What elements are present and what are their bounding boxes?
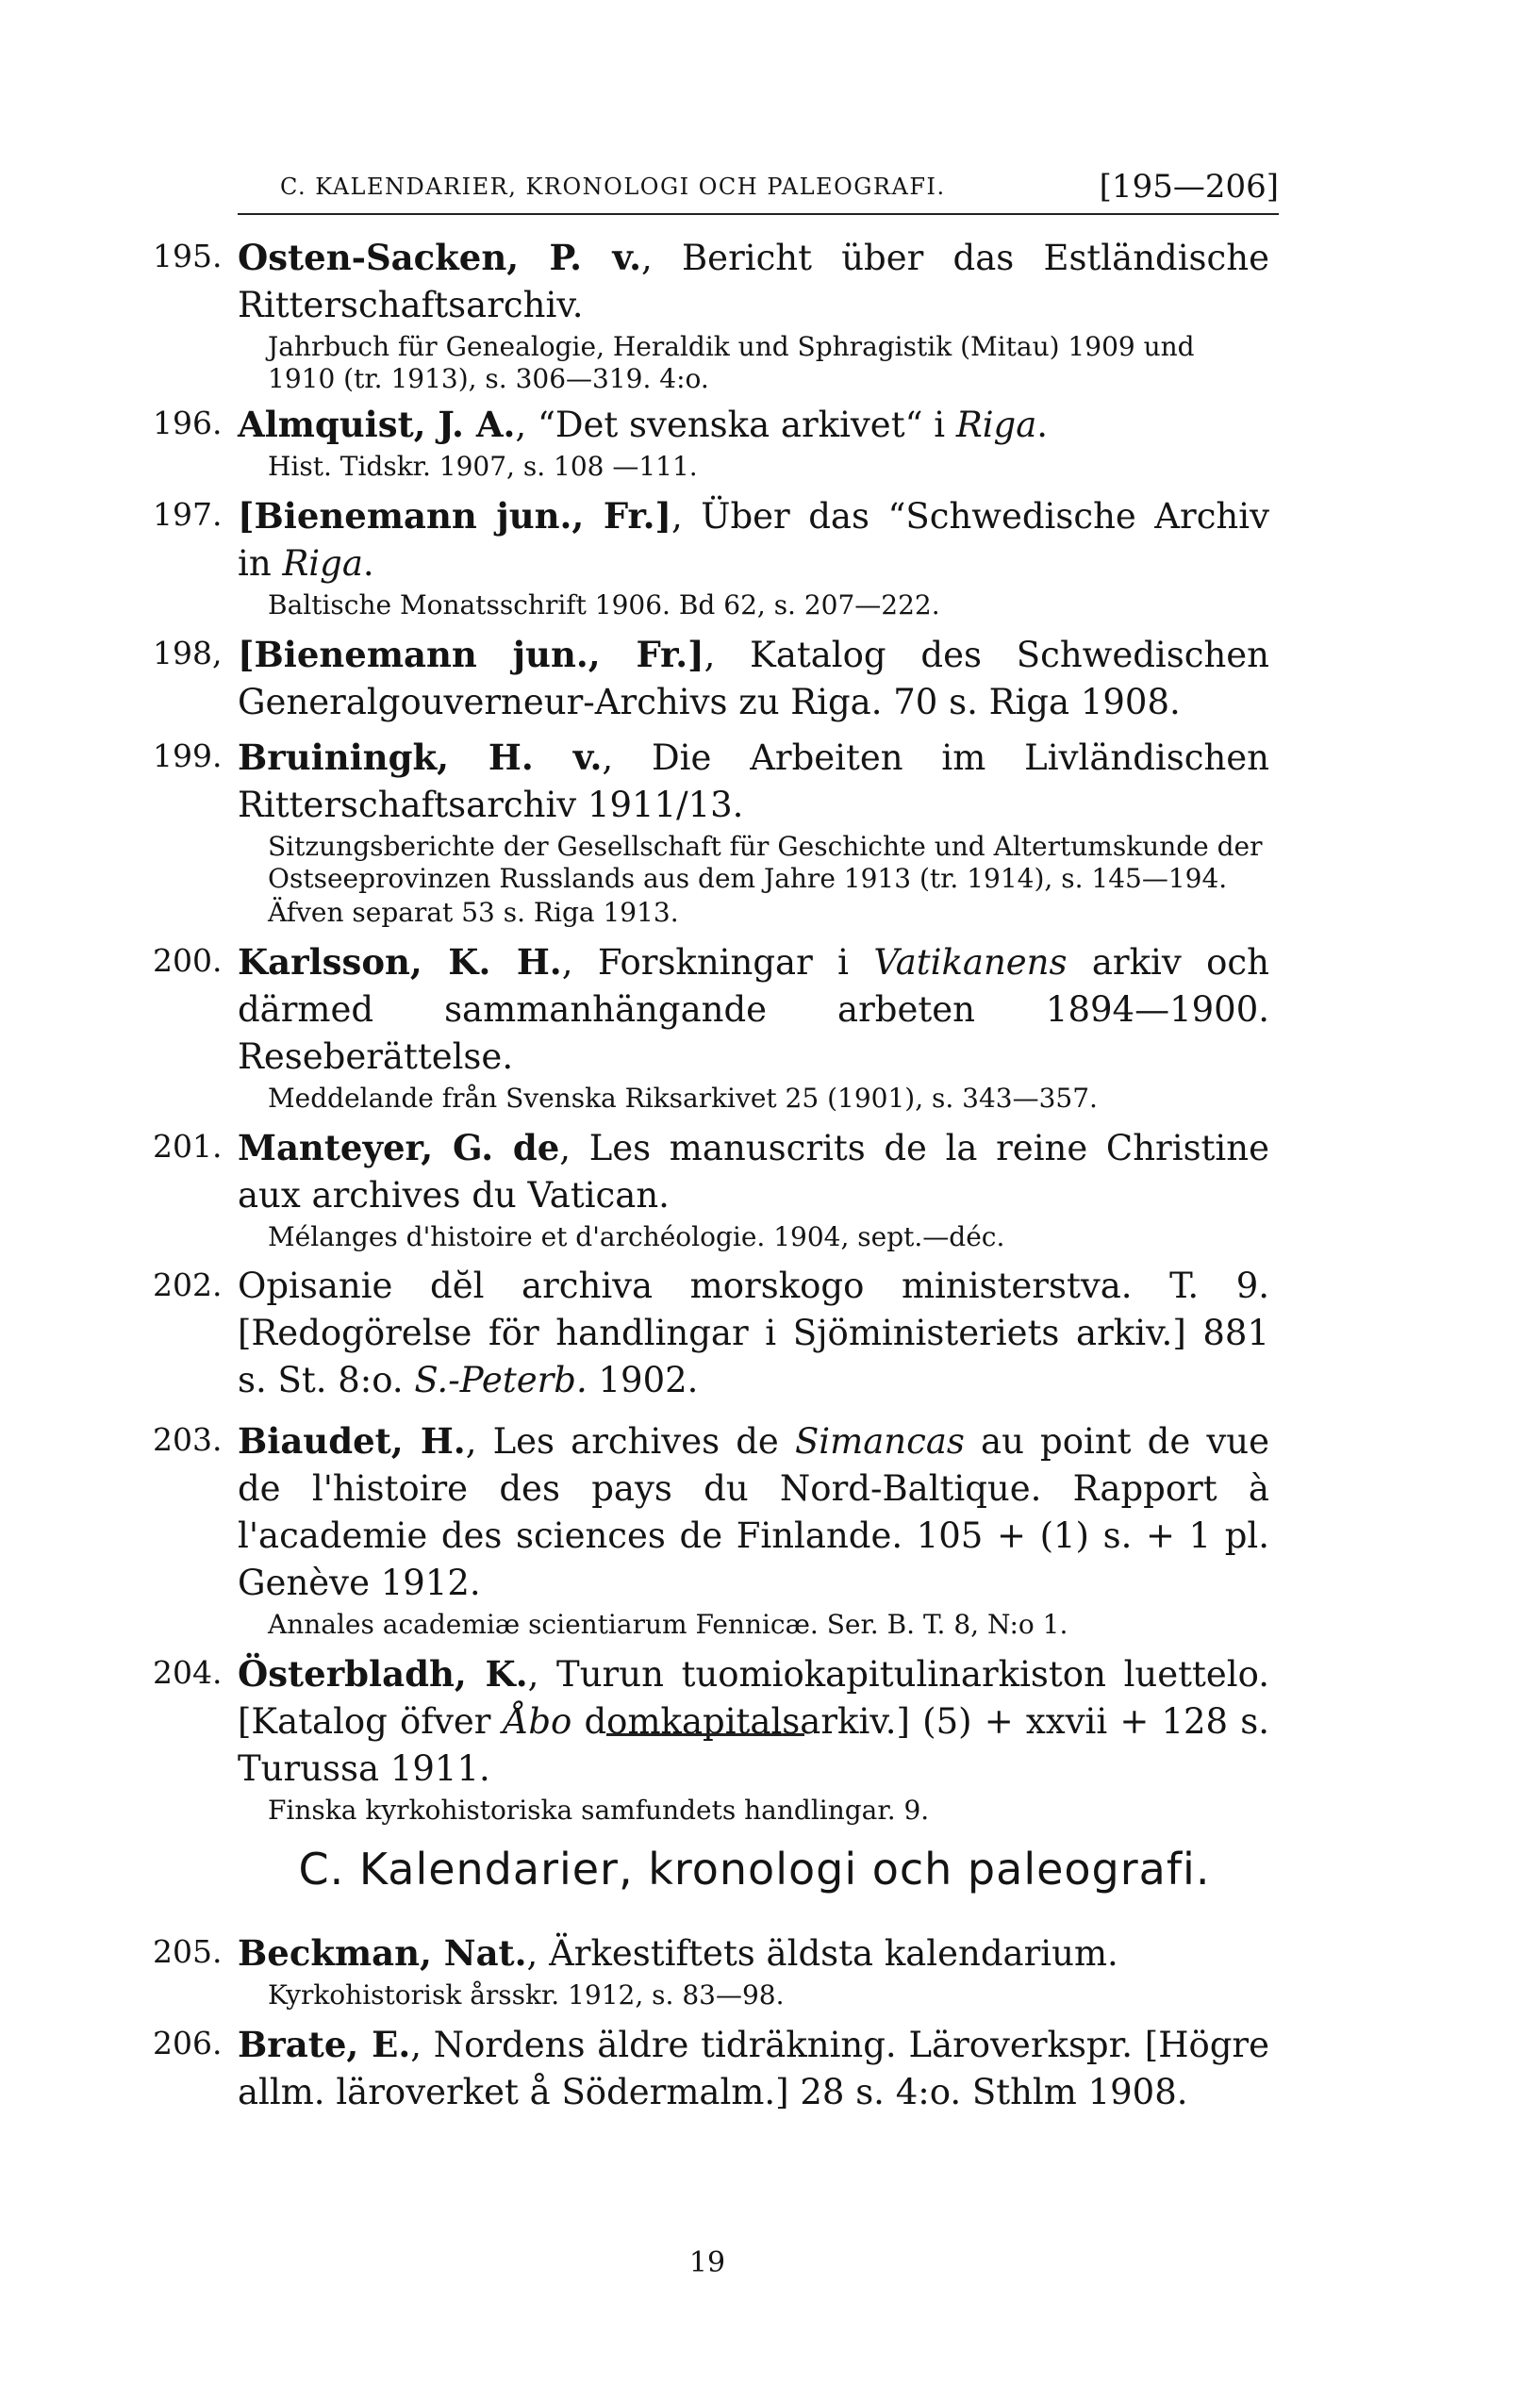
entry-citation	[238, 492, 1269, 588]
entry-author: Almquist, J. A.	[238, 404, 516, 445]
entry-198	[153, 631, 1269, 726]
entry-note: Hist. Tidskr. 1907, s. 108 —111.	[268, 451, 698, 482]
entry-199	[153, 734, 1269, 929]
entry-205	[153, 1929, 1269, 2011]
entry-title: , Ärkestiftets äldsta kalendarium.	[526, 1933, 1118, 1974]
entry-title: , Über das “Schwedische Archiv in	[238, 496, 1269, 584]
entry-citation	[238, 1929, 1269, 1978]
entry-citation	[238, 401, 1269, 449]
entry-author: [Bienemann jun., Fr.]	[238, 495, 672, 537]
entry-citation	[238, 631, 1269, 726]
entry-title-italic: Åbo	[503, 1701, 572, 1742]
entry-title-end: .	[1036, 405, 1049, 445]
entry-title-italic: Riga	[955, 405, 1037, 445]
entry-note: Annales academiæ scientiarum Fennicæ. Ser. B. T. 8, N:o 1.	[268, 1609, 1068, 1640]
entry-title-end: arkiv och därmed sammanhängande arbeten 1894—1900. Reseberättelse.	[238, 942, 1269, 1077]
entry-title: , Les archives de	[465, 1421, 795, 1462]
entry-title: , “Det svenska arkivet“ i	[515, 405, 956, 445]
entry-citation	[238, 2021, 1269, 2116]
entry-195	[153, 234, 1269, 395]
entry-citation	[238, 938, 1269, 1081]
entry-title-end: domkapitalsarkiv.] (5) + xxvii + 128 s. Turussa 1911.	[238, 1701, 1270, 1789]
entry-title-italic: Vatikanens	[873, 942, 1068, 983]
entry-title: , Les manuscrits de la reine Christine aux archives du Vatican.	[238, 1128, 1269, 1216]
entry-citation	[238, 1263, 1269, 1404]
section-divider-rule	[606, 1733, 804, 1736]
entry-citation	[238, 1124, 1269, 1219]
entry-title-end: au point de vue de l'histoire des pays du Nord-Baltique. Rapport à l'academie des sciences de Finlande. 105 + (1) s. + 1 pl. Genève 1912.	[238, 1421, 1269, 1603]
entry-number: 198,	[153, 635, 223, 671]
entry-title-italic: Riga	[282, 543, 363, 584]
entry-author: Bruiningk, H. v.	[238, 737, 603, 778]
entry-author: Österbladh, K.	[238, 1653, 528, 1695]
entry-note: Sitzungsberichte der Gesellschaft für Geschichte und Altertumskunde der Ostseeprovinzen Russlands aus dem Jahre 1913 (tr. 1914), s. 145—194.	[268, 831, 1263, 894]
running-head-range: [195—206]	[1099, 168, 1279, 206]
entry-title: , Nordens äldre tidräkning. Läroverkspr. [Högre allm. läroverket å Södermalm.] 28 s. 4:o. Sthlm 1908.	[238, 2025, 1270, 2112]
entry-number: 200.	[153, 942, 223, 979]
entry-note: Mélanges d'histoire et d'archéologie. 1904, sept.—déc.	[268, 1221, 1005, 1252]
entry-title-italic: Simancas	[794, 1421, 965, 1462]
entry-note-separate: Äfven separat 53 s. Riga 1913.	[268, 897, 679, 928]
entry-200	[153, 938, 1269, 1115]
entry-citation	[238, 1650, 1269, 1793]
entry-title-italic: S.-Peterb.	[414, 1360, 588, 1400]
entry-author: [Bienemann jun., Fr.]	[238, 634, 704, 675]
entry-author: Beckman, Nat.	[238, 1932, 527, 1974]
entry-title: , Die Arbeiten im Livländischen Ritterschaftsarchiv 1911/13.	[238, 737, 1269, 825]
entry-author: Brate, E.	[238, 2024, 411, 2065]
running-head-title: C. KALENDARIER, KRONOLOGI OCH PALEOGRAFI.	[280, 174, 946, 200]
entry-203	[153, 1417, 1269, 1641]
entry-note: Kyrkohistorisk årsskr. 1912, s. 83—98.	[268, 1979, 785, 2011]
running-head	[238, 168, 1279, 215]
entry-note: Baltische Monatsschrift 1906. Bd 62, s. 207—222.	[268, 589, 940, 621]
entry-title: , Bericht über das Estländische Ritterschaftsarchiv.	[238, 238, 1269, 325]
bibliography-entries	[153, 234, 1270, 1827]
entry-title: , Katalog des Schwedischen Generalgouverneur-Archivs zu Riga. 70 s. Riga 1908.	[238, 635, 1269, 722]
entry-title: , Forskningar i	[561, 942, 874, 983]
entry-number: 202.	[153, 1266, 223, 1303]
entry-title: , Turun tuomiokapitulinarkiston luettelo. [Katalog öfver	[238, 1654, 1269, 1742]
entry-citation	[238, 1417, 1269, 1607]
entry-title-end: 1902.	[587, 1360, 699, 1400]
entry-note: Finska kyrkohistoriska samfundets handlingar. 9.	[268, 1795, 930, 1826]
entry-title: Opisanie dĕl archiva morskogo ministerstva. T. 9. [Redogörelse för handlingar i Sjöministeriets arkiv.] 881 s. St. 8:o.	[238, 1266, 1269, 1400]
entry-number: 199.	[153, 737, 223, 774]
entry-number: 204.	[153, 1654, 223, 1691]
entry-citation	[238, 734, 1269, 829]
entry-196	[153, 401, 1269, 483]
entry-author: Karlsson, K. H.	[238, 941, 562, 983]
entry-number: 195.	[153, 238, 223, 274]
entry-note: Meddelande från Svenska Riksarkivet 25 (1901), s. 343—357.	[268, 1083, 1098, 1114]
section-heading: C. Kalendarier, kronologi och paleografi.	[298, 1844, 1211, 1895]
entry-number: 203.	[153, 1421, 223, 1458]
entry-202	[153, 1263, 1269, 1404]
entry-197	[153, 492, 1269, 621]
entry-title-end: .	[362, 543, 374, 584]
entry-number: 201.	[153, 1128, 223, 1165]
entry-citation	[238, 234, 1269, 329]
entry-number: 205.	[153, 1933, 223, 1970]
entry-206	[153, 2021, 1270, 2116]
entry-number: 197.	[153, 496, 223, 533]
entry-author: Manteyer, G. de	[238, 1127, 560, 1168]
entry-201	[153, 1124, 1269, 1253]
page-number: 19	[688, 2246, 726, 2279]
entry-number: 196.	[153, 405, 223, 441]
bibliography-entries-section-c	[153, 1929, 1270, 2116]
entry-author: Biaudet, H.	[238, 1420, 466, 1462]
entry-204	[153, 1650, 1270, 1827]
entry-note: Jahrbuch für Genealogie, Heraldik und Sphragistik (Mitau) 1909 und 1910 (tr. 1913), s. 306—319. 4:o.	[268, 331, 1195, 394]
entry-number: 206.	[153, 2025, 223, 2061]
entry-author: Osten-Sacken, P. v.	[238, 237, 642, 278]
